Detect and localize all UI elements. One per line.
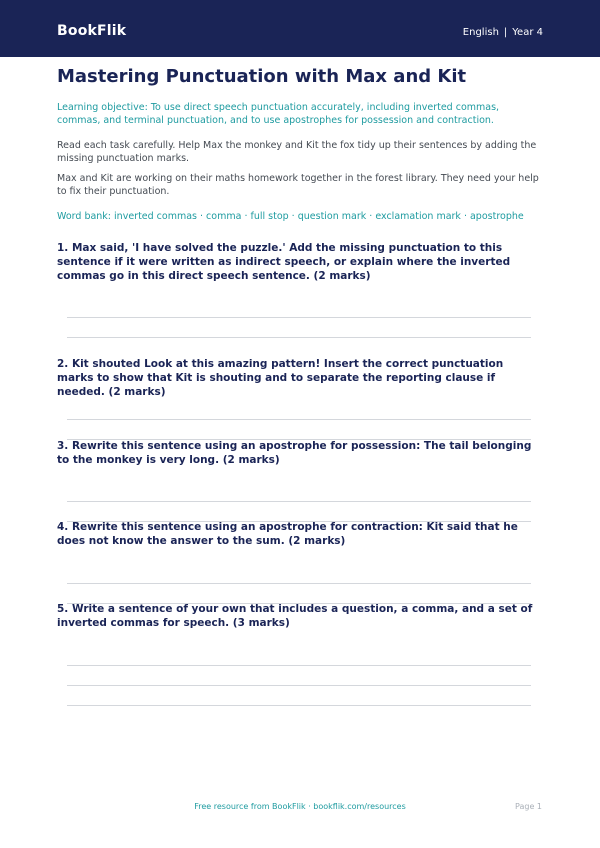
subject-label: English: [462, 27, 499, 38]
answer-line[interactable]: [67, 317, 531, 318]
question-3: 3. Rewrite this sentence using an apostrophe for possession: The tail belonging to the monkey is very long. (2 marks): [57, 440, 532, 466]
context-text: Max and Kit are working on their maths homework together in the forest library. They need your help to fix their punctuation.: [57, 173, 539, 197]
answer-line[interactable]: [67, 419, 531, 420]
site-header: [0, 0, 600, 57]
question-5: 5. Write a sentence of your own that includes a question, a comma, and a set of inverted commas for speech. (3 marks): [57, 603, 533, 629]
learning-objective: Learning objective: To use direct speech punctuation accurately, including inverted commas, commas, and terminal punctuation, and to use apostrophes for possession and contraction.: [57, 102, 500, 126]
year-label: Year 4: [512, 27, 543, 38]
answer-line[interactable]: [67, 685, 531, 686]
question-2: 2. Kit shouted Look at this amazing pattern! Insert the correct punctuation marks to show that Kit is shouting and to separate the reporting clause if needed. (2 marks): [57, 358, 504, 398]
footer-credit[interactable]: Free resource from BookFlik · bookflik.com/resources: [194, 802, 406, 811]
brand-logo[interactable]: BookFlik: [57, 23, 127, 39]
instructions: Read each task carefully. Help Max the monkey and Kit the fox tidy up their sentences by adding the missing punctuation marks.: [57, 140, 537, 164]
word-bank: Word bank: inverted commas · comma · full stop · question mark · exclamation mark · apostrophe: [57, 211, 524, 222]
question-1: 1. Max said, 'I have solved the puzzle.' Add the missing punctuation to this sentence if it were written as indirect speech, or explain where the inverted commas go in this direct speech sentence. (2 marks): [57, 242, 511, 282]
page-title: Mastering Punctuation with Max and Kit: [57, 66, 467, 87]
answer-line[interactable]: [67, 583, 531, 584]
answer-line[interactable]: [67, 665, 531, 666]
answer-line[interactable]: [67, 705, 531, 706]
question-4: 4. Rewrite this sentence using an apostrophe for contraction: Kit said that he does not know the answer to the sum. (2 marks): [57, 521, 518, 547]
answer-line[interactable]: [67, 501, 531, 502]
separator: |: [503, 27, 508, 38]
subject-year-label: [463, 27, 543, 38]
page-number: Page 1: [515, 802, 542, 811]
answer-line[interactable]: [67, 337, 531, 338]
